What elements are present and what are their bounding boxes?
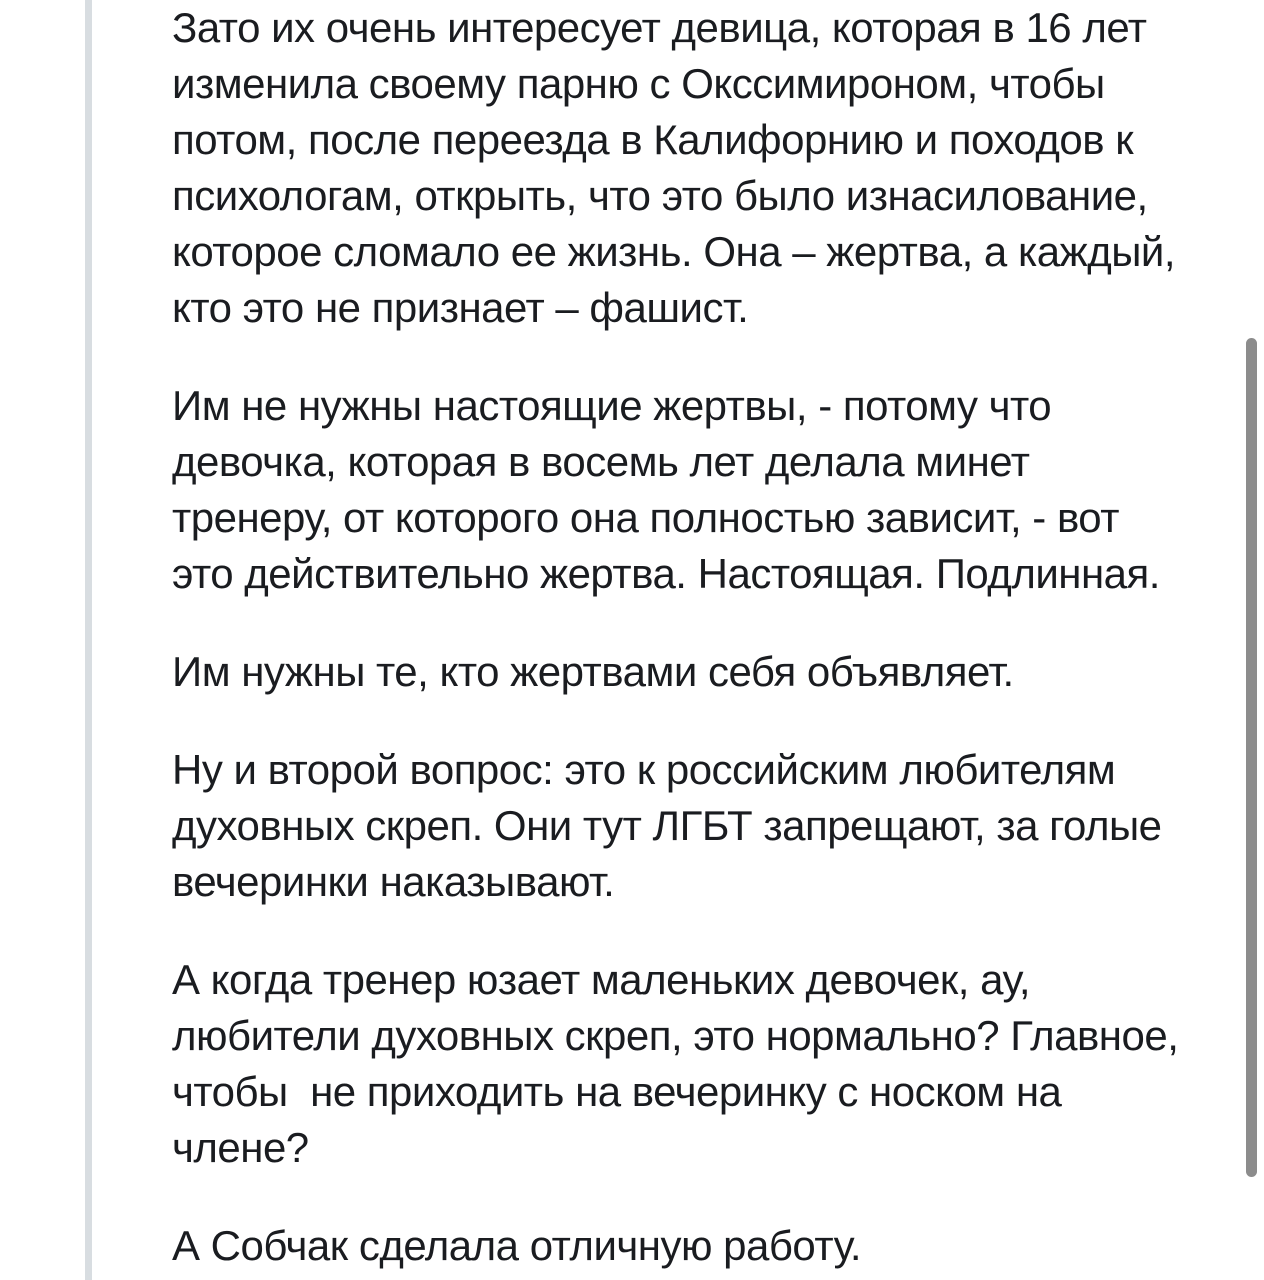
text-line: которое сломало ее жизнь. Она – жертва, а каждый, [172,228,1176,275]
text-line: любители духовных скреп, это нормально? Главное, [172,1012,1179,1059]
message-text [172,0,1227,1274]
scrollbar-thumb[interactable] [1246,338,1257,1177]
text-line: А Собчак сделала отличную работу. [172,1222,862,1269]
text-line: духовных скреп. Они тут ЛГБТ запрещают, за голые [172,802,1162,849]
text-line: тренеру, от которого она полностью зависит, - вот [172,494,1119,541]
text-line: члене? [172,1124,309,1171]
text-line: Зато их очень интересует девица, которая в 16 лет [172,4,1147,51]
text-line: девочка, которая в восемь лет делала минет [172,438,1030,485]
paragraph [172,644,1227,700]
paragraph [172,952,1227,1176]
text-line: Ну и второй вопрос: это к российским любителям [172,746,1116,793]
paragraph [172,1218,1227,1274]
text-line: потом, после переезда в Калифорнию и походов к [172,116,1134,163]
paragraph [172,378,1227,602]
text-line: это действительно жертва. Настоящая. Подлинная. [172,550,1160,597]
text-line: вечеринки наказывают. [172,858,615,905]
paragraph [172,742,1227,910]
paragraph [172,0,1227,336]
text-line: изменила своему парню с Окссимироном, чтобы [172,60,1105,107]
text-line: чтобы не приходить на вечеринку с носком на [172,1068,1062,1115]
text-line: психологам, открыть, что это было изнасилование, [172,172,1148,219]
text-line: Им нужны те, кто жертвами себя объявляет. [172,648,1014,695]
left-divider-line [85,0,92,1280]
text-line: кто это не признает – фашист. [172,284,749,331]
text-line: А когда тренер юзает маленьких девочек, ау, [172,956,1030,1003]
text-line: Им не нужны настоящие жертвы, - потому что [172,382,1052,429]
